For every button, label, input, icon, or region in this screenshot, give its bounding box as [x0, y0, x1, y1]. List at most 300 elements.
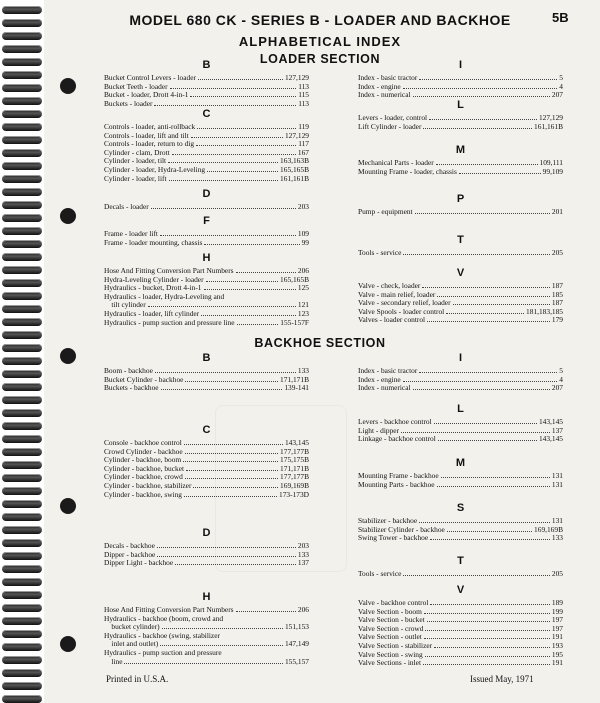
entry-page: 151,153 — [284, 622, 309, 632]
entry-title: Hydraulics - backhoe (swing, stabilizer — [104, 630, 220, 640]
entry-title: Cylinder - clam, Drott — [104, 147, 170, 157]
entry-page: 117 — [298, 139, 309, 149]
binding-coil — [2, 6, 42, 14]
dot-leader — [419, 372, 557, 373]
entry-title: Tools - service — [358, 569, 402, 578]
binding-coil — [2, 526, 42, 534]
entry-title: Dipper Light - backhoe — [104, 558, 174, 568]
entry-title: Mounting Frame - backhoe — [358, 471, 439, 480]
entry-page: 206 — [297, 266, 309, 275]
dot-leader — [170, 88, 297, 89]
entry-title: Light - dipper — [358, 425, 400, 435]
dot-leader — [236, 272, 296, 273]
dot-leader — [148, 306, 296, 307]
footer-issued: Issued May, 1971 — [470, 674, 534, 684]
entry-title: Index - engine — [358, 81, 401, 91]
dot-leader — [437, 296, 550, 297]
entry-page: 147,149 — [284, 639, 309, 649]
punch-hole — [60, 636, 76, 652]
entry-title: bucket cylinder) — [104, 622, 160, 632]
entry-page: 119 — [298, 122, 309, 131]
entry-title: Valve - main relief, loader — [358, 289, 436, 299]
entry-page: 169,169B — [280, 480, 309, 490]
dot-leader — [204, 289, 296, 290]
index-letter-heading: M — [455, 457, 466, 469]
binding-coil — [2, 630, 42, 638]
entry-title: Valve Section - crowd — [358, 623, 424, 633]
entry-title: Hydraulics - loader, lift cylinder — [104, 308, 200, 318]
index-letter-heading: H — [202, 252, 211, 264]
binding-coil — [2, 136, 42, 144]
entry-title: inlet and outlet) — [104, 639, 159, 649]
page-header: MODEL 680 CK - SERIES B - LOADER AND BACKHOE — [129, 12, 511, 28]
entry-title: tilt cylinder — [104, 300, 146, 310]
entry-page: 131 — [551, 471, 563, 480]
dot-leader — [155, 372, 296, 373]
index-letter-heading: V — [456, 584, 465, 596]
dot-leader — [184, 496, 277, 497]
entry-title: Mechanical Parts - loader — [358, 158, 434, 167]
entry-page: 161,161B — [534, 121, 563, 131]
entry-page: 161,161B — [280, 173, 309, 183]
index-entry — [104, 491, 309, 500]
entry-page: 155-157F — [280, 317, 309, 327]
dot-leader — [124, 663, 282, 664]
entry-page: 155,157 — [284, 656, 309, 666]
entry-page: 4 — [559, 81, 563, 91]
entry-page: 169,169B — [534, 524, 563, 534]
entry-page: 177,177B — [280, 446, 309, 456]
entry-title: Hydraulics - pump suction and pressure — [104, 647, 222, 657]
entry-title: Bucket - loader, Drott 4-in-1 — [104, 90, 189, 100]
entry-title: Hydraulics - pump suction and pressure line — [104, 317, 235, 327]
binding-coil — [2, 591, 42, 599]
binding-coil — [2, 97, 42, 105]
dot-leader — [157, 556, 296, 557]
dot-leader — [157, 547, 296, 548]
dot-leader — [401, 432, 550, 433]
entry-title: Valve Section - bucket — [358, 615, 425, 625]
binding-coil — [2, 292, 42, 300]
dot-leader — [430, 539, 550, 540]
entry-page: 205 — [551, 569, 563, 578]
dot-leader — [429, 119, 537, 120]
index-entry — [358, 659, 563, 668]
binding-coil — [2, 422, 42, 430]
entry-title: Valve - secondary relief, loader — [358, 298, 451, 308]
binding-coil — [2, 201, 42, 209]
dot-leader — [201, 315, 296, 316]
entry-title: Cylinder - loader, lift — [104, 173, 167, 183]
entry-page: 195 — [551, 649, 563, 659]
dot-leader — [436, 164, 538, 165]
dot-leader — [446, 313, 524, 314]
entry-page: 181,183,185 — [526, 306, 563, 316]
entry-title: Pump - equipment — [358, 207, 413, 216]
dot-leader — [185, 453, 278, 454]
dot-leader — [168, 162, 278, 163]
dot-leader — [197, 128, 296, 129]
entry-title: Valve Section - stabilizer — [358, 640, 433, 650]
dot-leader — [161, 389, 283, 390]
backhoe-group-m — [358, 455, 563, 489]
index-letter-heading: V — [456, 267, 465, 279]
entry-page: 197 — [551, 615, 563, 625]
entry-page: 4 — [559, 374, 563, 384]
entry-title: Hydraulics - loader, Hydra-Leveling and — [104, 291, 225, 301]
dot-leader — [172, 154, 296, 155]
dot-leader — [191, 137, 283, 138]
binding-coil — [2, 409, 42, 417]
entry-title: Bucket Control Levers - loader — [104, 73, 196, 82]
entry-page: 115 — [298, 90, 309, 100]
loader-group-m — [358, 142, 563, 176]
entry-page: 203 — [297, 202, 309, 211]
entry-title: Valve Sections - inlet — [358, 658, 422, 668]
entry-page: 173-173D — [279, 489, 309, 499]
binding-coil — [2, 474, 42, 482]
entry-page: 109,111 — [539, 158, 563, 167]
dot-leader — [438, 440, 537, 441]
entry-page: 133 — [297, 366, 309, 375]
entry-title: Index - basic tractor — [358, 366, 418, 375]
index-entry — [358, 249, 563, 258]
entry-page: 191 — [551, 658, 563, 668]
index-letter-heading: B — [202, 352, 211, 364]
binding-coil — [2, 565, 42, 573]
index-entry — [358, 435, 563, 444]
dot-leader — [403, 575, 550, 576]
index-letter-heading: C — [202, 424, 211, 436]
entry-title: Levers - backhoe control — [358, 417, 432, 426]
entry-page: 109 — [297, 229, 309, 238]
dot-leader — [151, 208, 296, 209]
entry-page: 121 — [297, 300, 309, 310]
entry-title: Valve - backhoe control — [358, 598, 429, 607]
index-letter-heading: P — [456, 193, 465, 205]
index-entry — [358, 570, 563, 579]
index-entry — [358, 123, 563, 132]
binding-coil — [2, 110, 42, 118]
dot-leader — [453, 304, 550, 305]
index-entry — [104, 175, 309, 184]
entry-title: Crowd Cylinder - backhoe — [104, 446, 183, 456]
dot-leader — [434, 423, 537, 424]
backhoe-section-heading: BACKHOE SECTION — [254, 336, 386, 350]
entry-title: Decals - backhoe — [104, 541, 155, 550]
binding-coil — [2, 58, 42, 66]
entry-page: 199 — [551, 606, 563, 616]
entry-title: Valve Spools - loader control — [358, 306, 445, 316]
dot-leader — [413, 389, 550, 390]
index-letter-heading: S — [456, 502, 465, 514]
binding-coil — [2, 253, 42, 261]
dot-leader — [441, 477, 550, 478]
dot-leader — [459, 173, 541, 174]
entry-title: Boom - backhoe — [104, 366, 153, 375]
binding-coil — [2, 682, 42, 690]
index-letter-heading: B — [202, 59, 211, 71]
entry-page: 5 — [559, 73, 563, 82]
entry-title: Console - backhoe control — [104, 438, 182, 447]
entry-page: 203 — [297, 541, 309, 550]
backhoe-group-t — [358, 553, 563, 579]
loader-group-i — [358, 57, 563, 100]
entry-page: 139-141 — [284, 383, 309, 393]
dot-leader — [427, 621, 550, 622]
entry-title: Decals - loader — [104, 202, 149, 211]
binding-coil — [2, 71, 42, 79]
index-letter-heading: T — [457, 555, 464, 567]
entry-page: 171,171B — [280, 463, 309, 473]
index-letter-heading: C — [202, 108, 211, 120]
entry-title: Bucket Cylinder - backhoe — [104, 374, 184, 384]
dot-leader — [424, 638, 550, 639]
entry-page: 99 — [301, 237, 309, 247]
entry-page: 177,177B — [280, 472, 309, 482]
dot-leader — [204, 244, 299, 245]
entry-title: Mounting Frame - loader, chassis — [358, 166, 457, 176]
entry-page: 187 — [551, 298, 563, 308]
loader-section-heading: LOADER SECTION — [259, 52, 381, 66]
entry-title: Tools - service — [358, 248, 402, 257]
index-entry — [104, 319, 309, 328]
binding-coil — [2, 318, 42, 326]
binding-coil — [2, 513, 42, 521]
index-letter-heading: F — [203, 215, 210, 227]
entry-title: Hydra-Leveling Cylinder - loader — [104, 274, 204, 284]
binding-coil — [2, 500, 42, 508]
entry-page: 193 — [551, 640, 563, 650]
backhoe-group-i — [358, 350, 563, 393]
entry-title: Cylinder - loader, Hydra-Leveling — [104, 164, 206, 174]
index-entry — [358, 384, 563, 393]
index-entry — [104, 658, 309, 667]
index-entry — [358, 208, 563, 217]
index-letter-heading: I — [458, 352, 463, 364]
dot-leader — [160, 235, 296, 236]
loader-group-c — [104, 106, 309, 183]
entry-title: Buckets - loader — [104, 98, 153, 108]
backhoe-group-c — [104, 422, 309, 499]
backhoe-group-l — [358, 401, 563, 444]
entry-page: 113 — [298, 98, 309, 108]
entry-title: Frame - loader mounting, chassis — [104, 237, 203, 247]
entry-page: 127,129 — [284, 73, 309, 82]
punch-hole — [60, 78, 76, 94]
dot-leader — [198, 79, 283, 80]
index-entry — [358, 316, 563, 325]
entry-page: 165,165B — [280, 274, 309, 284]
dot-leader — [403, 254, 550, 255]
dot-leader — [434, 647, 550, 648]
footer-printed: Printed in U.S.A. — [106, 674, 169, 684]
dot-leader — [190, 96, 296, 97]
binding-coil — [2, 461, 42, 469]
entry-title: Controls - loader, return to dig — [104, 139, 195, 149]
index-letter-heading: D — [202, 188, 211, 200]
dot-leader — [193, 487, 278, 488]
binding-coil — [2, 643, 42, 651]
dot-leader — [175, 564, 296, 565]
dot-leader — [425, 656, 550, 657]
entry-page: 201 — [551, 207, 563, 216]
entry-page: 125 — [297, 283, 309, 293]
entry-title: Controls - loader, anti-rollback — [104, 122, 196, 131]
entry-page: 207 — [551, 383, 563, 393]
entry-page: 143,145 — [538, 417, 563, 426]
index-letter-heading: D — [202, 527, 211, 539]
dot-leader — [237, 324, 279, 325]
binding-coil — [2, 695, 42, 703]
binding-coil — [2, 240, 42, 248]
entry-title: Frame - loader lift — [104, 229, 158, 238]
entry-title: Cylinder - backhoe, bucket — [104, 463, 185, 473]
entry-page: 131 — [551, 516, 563, 525]
binding-coil — [2, 266, 42, 274]
binding-coil — [2, 123, 42, 131]
entry-page: 5 — [559, 366, 563, 375]
binding-coil — [2, 487, 42, 495]
binding-coil — [2, 331, 42, 339]
binding-coil — [2, 227, 42, 235]
entry-page: 127,129 — [538, 113, 563, 122]
backhoe-group-d — [104, 525, 309, 568]
index-letter-heading: T — [457, 234, 464, 246]
binding-coil — [2, 383, 42, 391]
entry-title: Buckets - backhoe — [104, 383, 159, 393]
index-entry — [104, 559, 309, 568]
entry-title: Hose And Fitting Conversion Part Numbers — [104, 605, 234, 614]
entry-title: Valve - check, loader — [358, 281, 421, 290]
entry-page: 123 — [297, 308, 309, 318]
backhoe-group-b — [104, 350, 309, 393]
page-number: 5B — [552, 10, 569, 25]
index-title: ALPHABETICAL INDEX — [238, 34, 402, 49]
entry-page: 143,145 — [284, 438, 309, 447]
binding-coil — [2, 19, 42, 27]
entry-title: Index - engine — [358, 374, 401, 384]
backhoe-group-h — [104, 589, 309, 666]
entry-title: Stabilizer - backhoe — [358, 516, 418, 525]
index-entry — [104, 649, 309, 658]
loader-group-b — [104, 57, 309, 108]
binding-coil — [2, 305, 42, 313]
binding-coil — [2, 604, 42, 612]
loader-group-v — [358, 265, 563, 325]
entry-page: 99,109 — [542, 166, 563, 176]
dot-leader — [207, 171, 278, 172]
dot-leader — [162, 628, 283, 629]
loader-group-p — [358, 191, 563, 217]
dot-leader — [430, 604, 550, 605]
binding-coil — [2, 552, 42, 560]
punch-hole — [60, 208, 76, 224]
entry-page: 133 — [297, 549, 309, 559]
entry-title: Hose And Fitting Conversion Part Numbers — [104, 266, 234, 275]
entry-title: Bucket Teeth - loader — [104, 81, 168, 91]
entry-title: Valve Section - swing — [358, 649, 423, 659]
entry-page: 191 — [551, 632, 563, 642]
binding-coil — [2, 539, 42, 547]
dot-leader — [185, 381, 278, 382]
binding-coil — [2, 617, 42, 625]
dot-leader — [403, 381, 558, 382]
entry-page: 165,165B — [280, 164, 309, 174]
dot-leader — [427, 321, 550, 322]
entry-title: Controls - loader, lift and tilt — [104, 130, 189, 140]
binding-coil — [2, 578, 42, 586]
binding-coil — [2, 656, 42, 664]
index-entry — [358, 168, 563, 177]
entry-page: 185 — [551, 289, 563, 299]
entry-page: 207 — [551, 90, 563, 100]
entry-page: 206 — [297, 605, 309, 614]
punch-hole — [60, 498, 76, 514]
binding-coil — [2, 188, 42, 196]
binding-coil — [2, 344, 42, 352]
entry-title: Hydraulics - bucket, Drott 4-in-1 — [104, 283, 202, 293]
dot-leader — [403, 88, 558, 89]
dot-leader — [424, 613, 550, 614]
index-letter-heading: I — [458, 59, 463, 71]
entry-title: Swing Tower - backhoe — [358, 533, 429, 543]
entry-title: Index - numerical — [358, 90, 411, 100]
entry-title: line — [104, 656, 123, 666]
binding-coil — [2, 448, 42, 456]
entry-page: 179 — [551, 315, 563, 325]
dot-leader — [422, 287, 550, 288]
entry-page: 127,129 — [284, 130, 309, 140]
index-letter-heading: L — [457, 403, 464, 415]
entry-title: Cylinder - loader, tilt — [104, 156, 167, 166]
dot-leader — [423, 128, 532, 129]
binding-coil — [2, 396, 42, 404]
binding-coil — [2, 357, 42, 365]
index-entry — [358, 481, 563, 490]
binding-coil — [2, 214, 42, 222]
binding-coil — [2, 279, 42, 287]
entry-title: Cylinder - backhoe, boom — [104, 455, 182, 465]
binding-coil — [2, 32, 42, 40]
loader-group-t — [358, 232, 563, 258]
entry-title: Cylinder - backhoe, swing — [104, 489, 182, 499]
entry-page: 205 — [551, 248, 563, 257]
dot-leader — [419, 79, 557, 80]
entry-page: 163,163B — [280, 156, 309, 166]
entry-title: Valves - loader control — [358, 315, 426, 325]
entry-page: 113 — [298, 81, 309, 91]
entry-title: Lift Cylinder - loader — [358, 121, 422, 131]
entry-page: 189 — [551, 598, 563, 607]
spiral-binding — [0, 0, 44, 703]
entry-page: 131 — [551, 479, 563, 489]
dot-leader — [415, 213, 550, 214]
dot-leader — [185, 478, 278, 479]
index-entry — [104, 239, 309, 248]
dot-leader — [425, 630, 549, 631]
entry-title: Levers - loader, control — [358, 113, 428, 122]
entry-page: 187 — [551, 281, 563, 290]
index-letter-heading: H — [202, 591, 211, 603]
dot-leader — [184, 444, 283, 445]
index-letter-heading: L — [457, 99, 464, 111]
binding-coil — [2, 435, 42, 443]
binding-coil — [2, 84, 42, 92]
binding-coil — [2, 370, 42, 378]
entry-title: Cylinder - backhoe, stabilizer — [104, 480, 192, 490]
entry-title: Index - basic tractor — [358, 73, 418, 82]
